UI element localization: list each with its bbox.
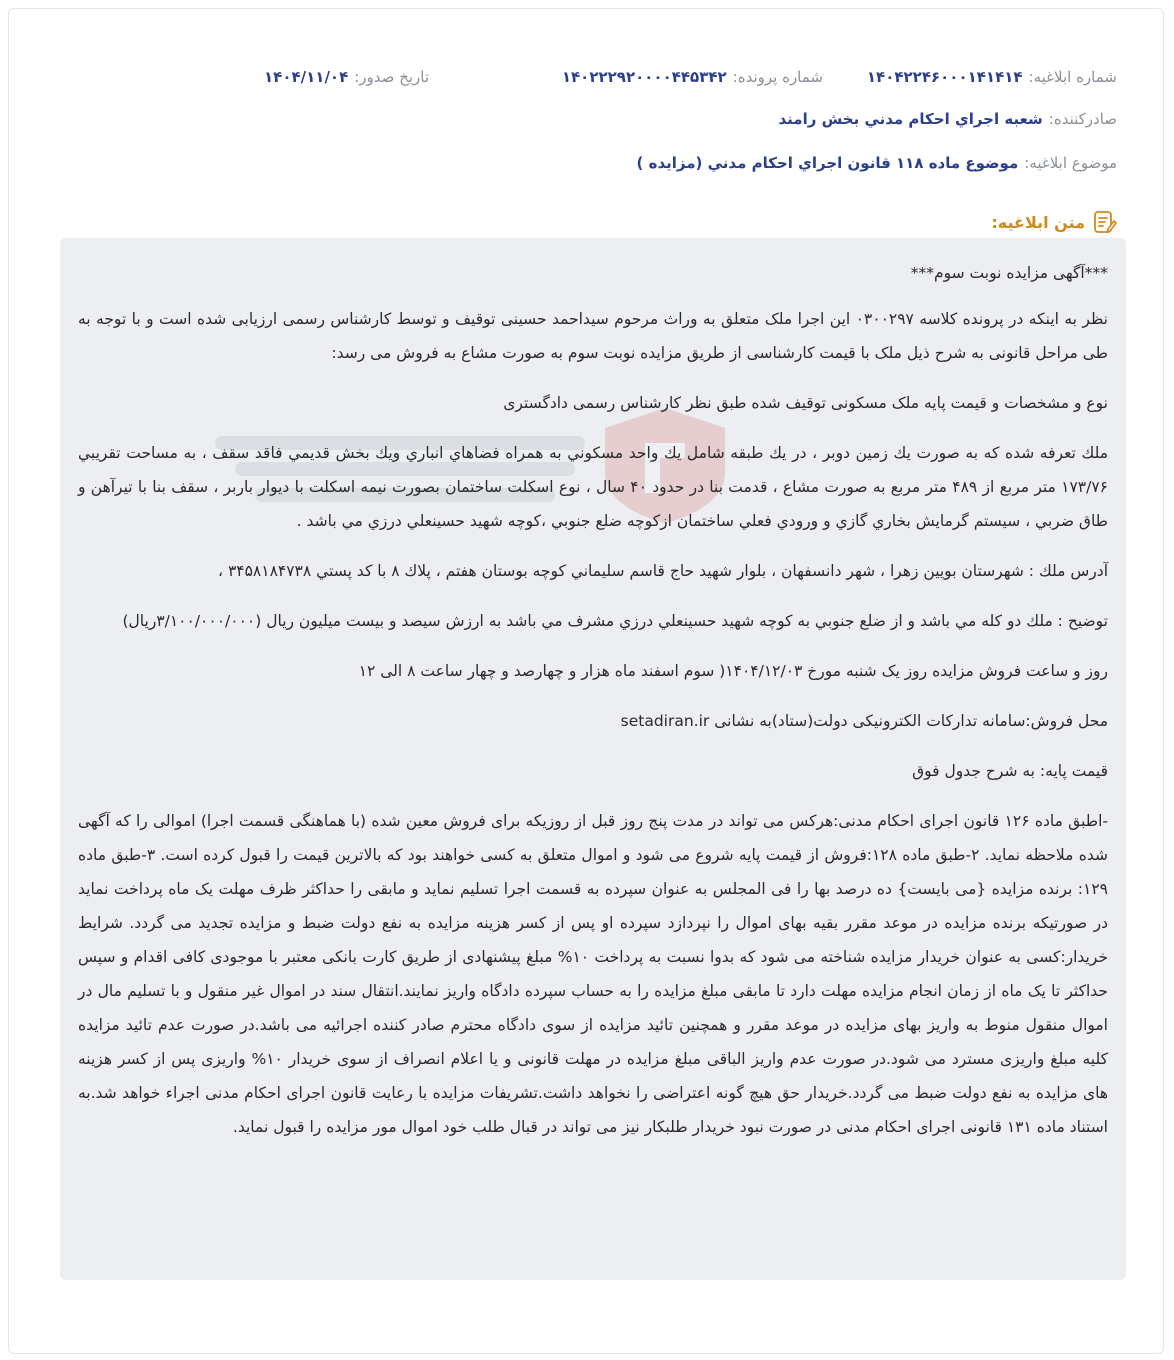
notice-body [60,238,1126,1280]
paragraph-3: نوع و مشخصات و قیمت پایه ملک مسکونی توقیف شده طبق نظر کارشناس رسمی دادگستری [503,394,1108,412]
issue-date [264,68,429,86]
notice-number-value: ۱۴۰۴۲۲۴۶۰۰۰۱۴۱۴۱۴ [866,68,1023,86]
document-edit-icon [1093,209,1117,235]
section-title [991,209,1117,235]
notice-number-label: شماره ابلاغیه: [1028,68,1117,86]
paragraph-2: نظر به اینکه در پرونده کلاسه ۰۳۰۰۲۹۷ این اجرا ملک متعلق به وراث مرحوم سیداحمد حسینی توقیف و توسط کارشناس رسمی ارزیابی شده است و با توجه به طی مراحل قانونی به شرح ذیل ملک با قیمت کارشناسی از طریق مزایده نوبت سوم به صورت مشاع به فروش می رسد: [78,310,1108,362]
paragraph-8: محل فروش:سامانه تدارکات الکترونیکی دولت(ستاد)به نشانی setadiran.ir [620,712,1108,730]
issuer-label: صادرکننده: [1048,110,1117,128]
issue-date-value: ۱۴۰۴/۱۱/۰۴ [264,68,349,86]
subject-label: موضوع ابلاغیه: [1024,154,1117,172]
issuer-value: شعبه اجراي احكام مدني بخش رامند [778,110,1043,128]
case-number-value: ۱۴۰۲۲۲۹۲۰۰۰۰۴۴۵۳۴۲ [561,68,727,86]
case-number-label: شماره پرونده: [732,68,823,86]
paragraph-7: روز و ساعت فروش مزایده روز یک شنبه مورخ ۱۴۰۴/۱۲/۰۳( سوم اسفند ماه هزار و چهارصد و چهار ساعت ۸ الی ۱۲ [358,662,1108,680]
paragraph-1: ***آگهی مزایده نوبت سوم*** [910,264,1108,282]
paragraph-10: -اطبق ماده ۱۲۶ قانون اجرای احکام مدنی:هرکس می تواند در مدت پنج روز قبل از روزیکه برای فروش معین شده (با هماهنگی قسمت اجرا) اموالی را که آگهی شده ملاحظه نماید. ۲-طبق ماده ۱۲۸:فروش از قیمت پایه شروع می شود و اموال متعلق به کسی خواهند بود که بالاترین قیمت را قبول کرده است. ۳-طبق ماده ۱۲۹: برنده مزایده {می بایست} ده درصد بها را فی المجلس به عنوان سپرده به قسمت اجرا تسلیم نماید و مابقی را حداکثر ظرف مهلت یک ماه پرداخت نماید در صورتیکه برنده مزایده در موعد مقرر بقیه بهای اموال را نپردازد سپرده او پس از کسر هزینه مزایده به نفع دولت ضبط و مزایده تجدید می گردد. شرایط خریدار:کسی به عنوان خریدار مزایده شناخته می شود که بدوا نسبت به پرداخت ۱۰% مبلغ پیشنهادی از طریق کارت بانکی معتبر با موجودی کافی اقدام و سپس حداکثر تا یک ماه از زمان انجام مزایده مهلت دارد تا مابقی مبلغ مزایده را به حساب سپرده دادگاه واریز نمایند.انتقال سند در اموال غیر منقول و با تسلیم مال در اموال منقول منوط به واریز بهای مزایده در موعد مقرر و همچنین تائید مزایده از سوی دادگاه محترم صادر کننده اجرائیه می باشد.در صورت عدم تائید مزایده کلیه مبلغ واریزی مسترد می شود.در صورت عدم واریز الباقی مبلغ مزایده در مهلت قانونی و یا اعلام انصراف از سوی خریدار ۱۰% واریزی پس از کسر هزینه های مزایده به نفع دولت ضبط می گردد.خریدار حق هیچ گونه اعتراضی را نخواهد داشت.تشریفات مزایده با رعایت قانون اجرای احکام مدنی اجراء خواهد شد.به استناد ماده ۱۳۱ قانونی اجرای احکام مدنی در صورت نبود خریدار طلبکار نیز می تواند در قبال طلب خود اموال مور مزایده را قبول نماید. [78,812,1109,1136]
paragraph-5: آدرس ملك : شهرستان بويين زهرا ، شهر دانسفهان ، بلوار شهيد حاج قاسم سليماني كوچه بوستان هفتم ، پلاك ۸ با كد پستي ۳۴۵۸۱۸۴۷۳۸ ، [218,562,1108,580]
paragraph-4: ملك تعرفه شده كه به صورت يك زمين دوبر ، در يك طبقه شامل يك واحد مسكوني به همراه فضاهاي انباري ويك بخش قديمي فاقد سقف ، به مساحت تقريبي ۱۷۳/۷۶ متر مربع از ۴۸۹ متر مربع به صورت مشاع ، قدمت بنا در حدود ۴۰ سال ، نوع اسكلت ساختمان بصورت نيمه اسكلت با ديوار باربر ، سقف بنا با تيرآهن و طاق ضربي ، سيستم گرمايش بخاري گازي و ورودي فعلي ساختمان ازكوچه ضلع جنوبي ،كوچه شهيد حسينعلي درزي مي باشد . [78,444,1109,530]
paragraph-6: توضيح : ملك دو كله مي باشد و از ضلع جنوبي به كوچه شهيد حسينعلي درزي مشرف مي باشد به ارزش سيصد و بيست ميليون ريال (۳/۱۰۰/۰۰۰/۰۰۰ريال) [122,612,1108,630]
meta-row-issuer [55,107,1117,131]
section-title-text: متن ابلاغیه: [991,212,1085,232]
meta-row-numbers [55,65,1117,89]
paragraph-9: قیمت پایه: به شرح جدول فوق [912,762,1108,780]
notice-number [866,68,1117,86]
case-number [443,68,823,86]
meta-row-subject [55,151,1117,175]
subject-value: موضوع ماده ۱۱۸ قانون اجراي احكام مدني (مزايده ) [636,154,1019,172]
issue-date-label: تاریخ صدور: [354,68,429,86]
